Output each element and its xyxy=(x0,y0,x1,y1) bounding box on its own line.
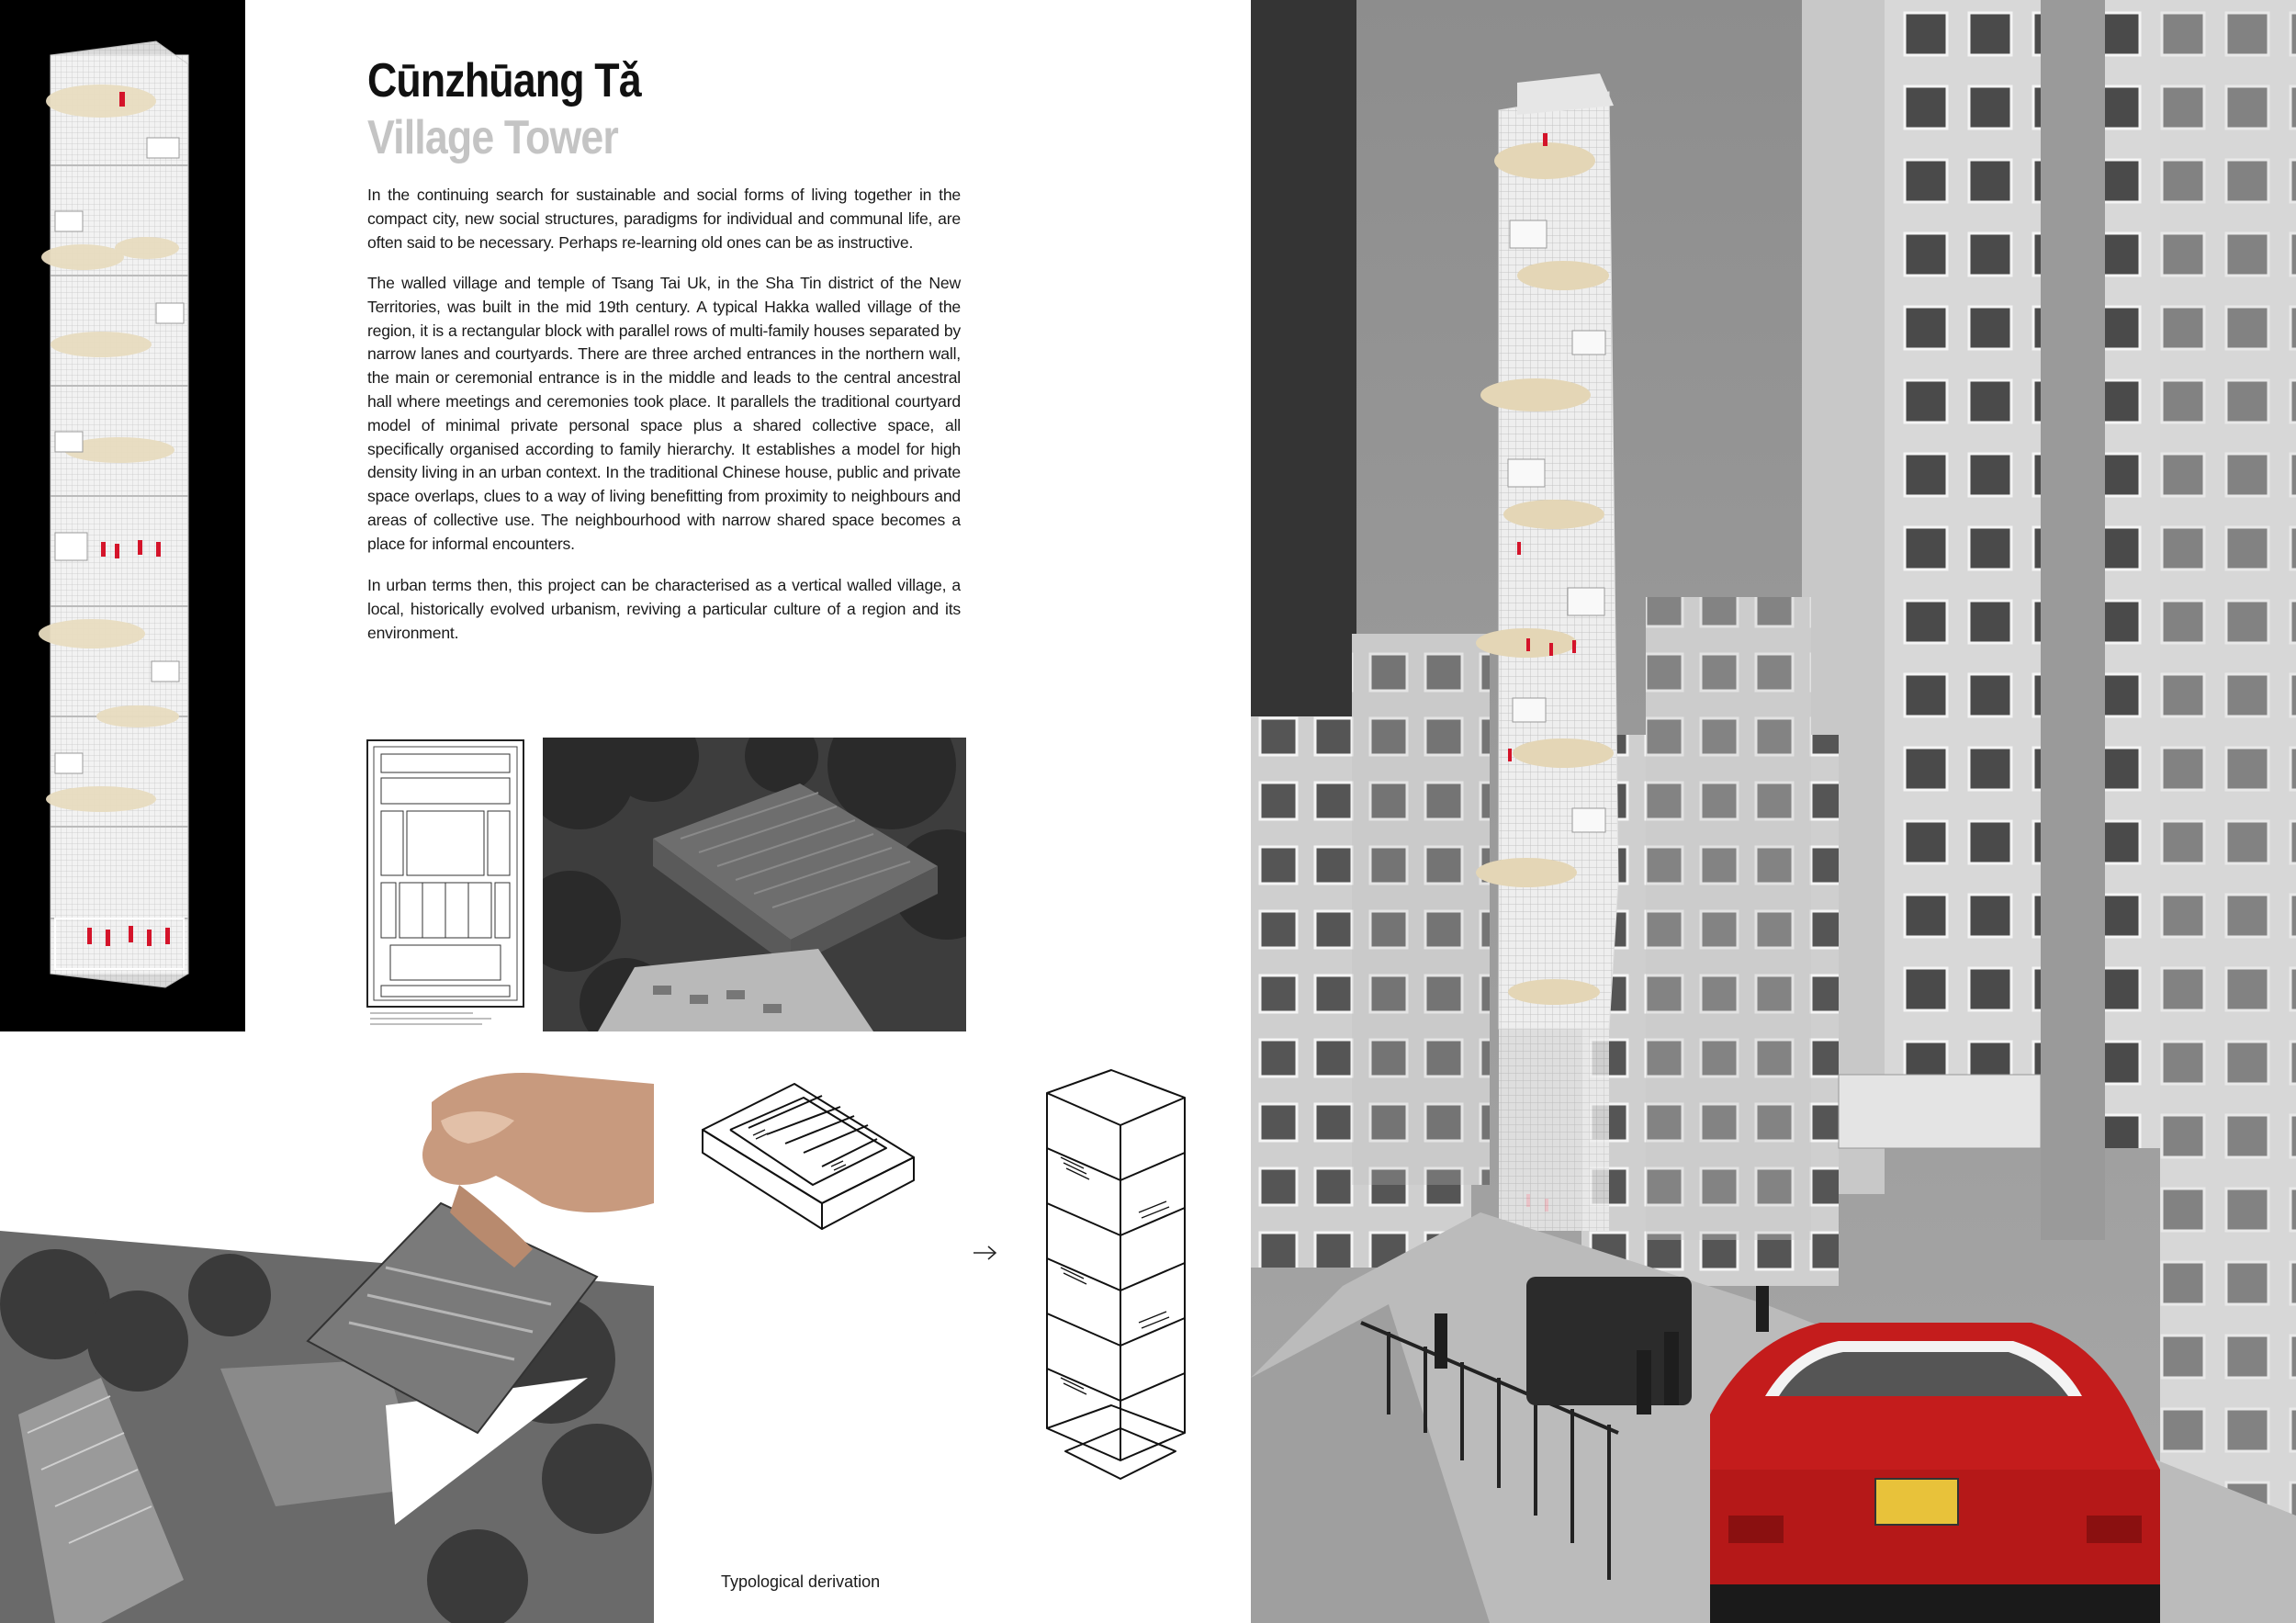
aerial-photo-village xyxy=(543,738,966,1031)
aerial-photo-svg xyxy=(543,738,966,1031)
page-title: Cūnzhūang Tǎ xyxy=(367,54,641,107)
tower-model-render xyxy=(0,0,245,1031)
sketch-tower-svg xyxy=(1029,1065,1221,1506)
hand-holding-photo-collage xyxy=(0,1065,654,1623)
typological-caption: Typological derivation xyxy=(721,1572,881,1591)
tower-model-drawing xyxy=(0,0,245,1031)
intro-paragraph: In the continuing search for sustainable and social forms of living together in the compact city, new social structures, paradigms for individual and communal life, are often said to be necessary. Perhaps re-learning old ones can be as instructive. xyxy=(367,186,961,252)
street-photo-with-tower xyxy=(1251,0,2296,1623)
village-plan-drawing xyxy=(363,738,528,1031)
walled-village-sketch xyxy=(693,1065,969,1304)
street-photo-svg xyxy=(1251,0,2296,1623)
vertical-tower-sketch xyxy=(1029,1065,1221,1506)
collage-svg xyxy=(0,1065,654,1623)
plan-svg xyxy=(363,738,528,1031)
arrow-svg xyxy=(972,1242,999,1264)
red-taxi xyxy=(1710,1323,2160,1623)
history-paragraph: The walled village and temple of Tsang Tai Uk, in the Sha Tin district of the New Territories, was built in the mid 19th century. A typical Hakka walled village of the region, it is a rectangular block with parallel rows of multi-family houses separated by narrow lanes and courtyards. There are three arched entrances in the northern wall, the main or ceremonial entrance is in the middle and leads to the central ancestral hall where meetings and ceremonies took place. It parallels the traditional courtyard model of minimal private personal space plus a shared collective space, all specifically organised according to family hierarchy. It establishes a model for high density living in an urban context. In the traditional Chinese house, public and private space overlaps, clues to a way of living benefitting from proximity to neighbours and areas of collective use. The neighbourhood with narrow shared space becomes a place for informal encounters. xyxy=(367,274,961,553)
conclusion-paragraph: In urban terms then, this project can be characterised as a vertical walled village, a local, historically evolved urbanism, reviving a particular culture of a region and its environment. xyxy=(367,576,961,642)
page-subtitle: Village Tower xyxy=(367,111,618,164)
sketch-village-svg xyxy=(693,1065,969,1304)
arrow-right-icon xyxy=(972,1242,999,1264)
